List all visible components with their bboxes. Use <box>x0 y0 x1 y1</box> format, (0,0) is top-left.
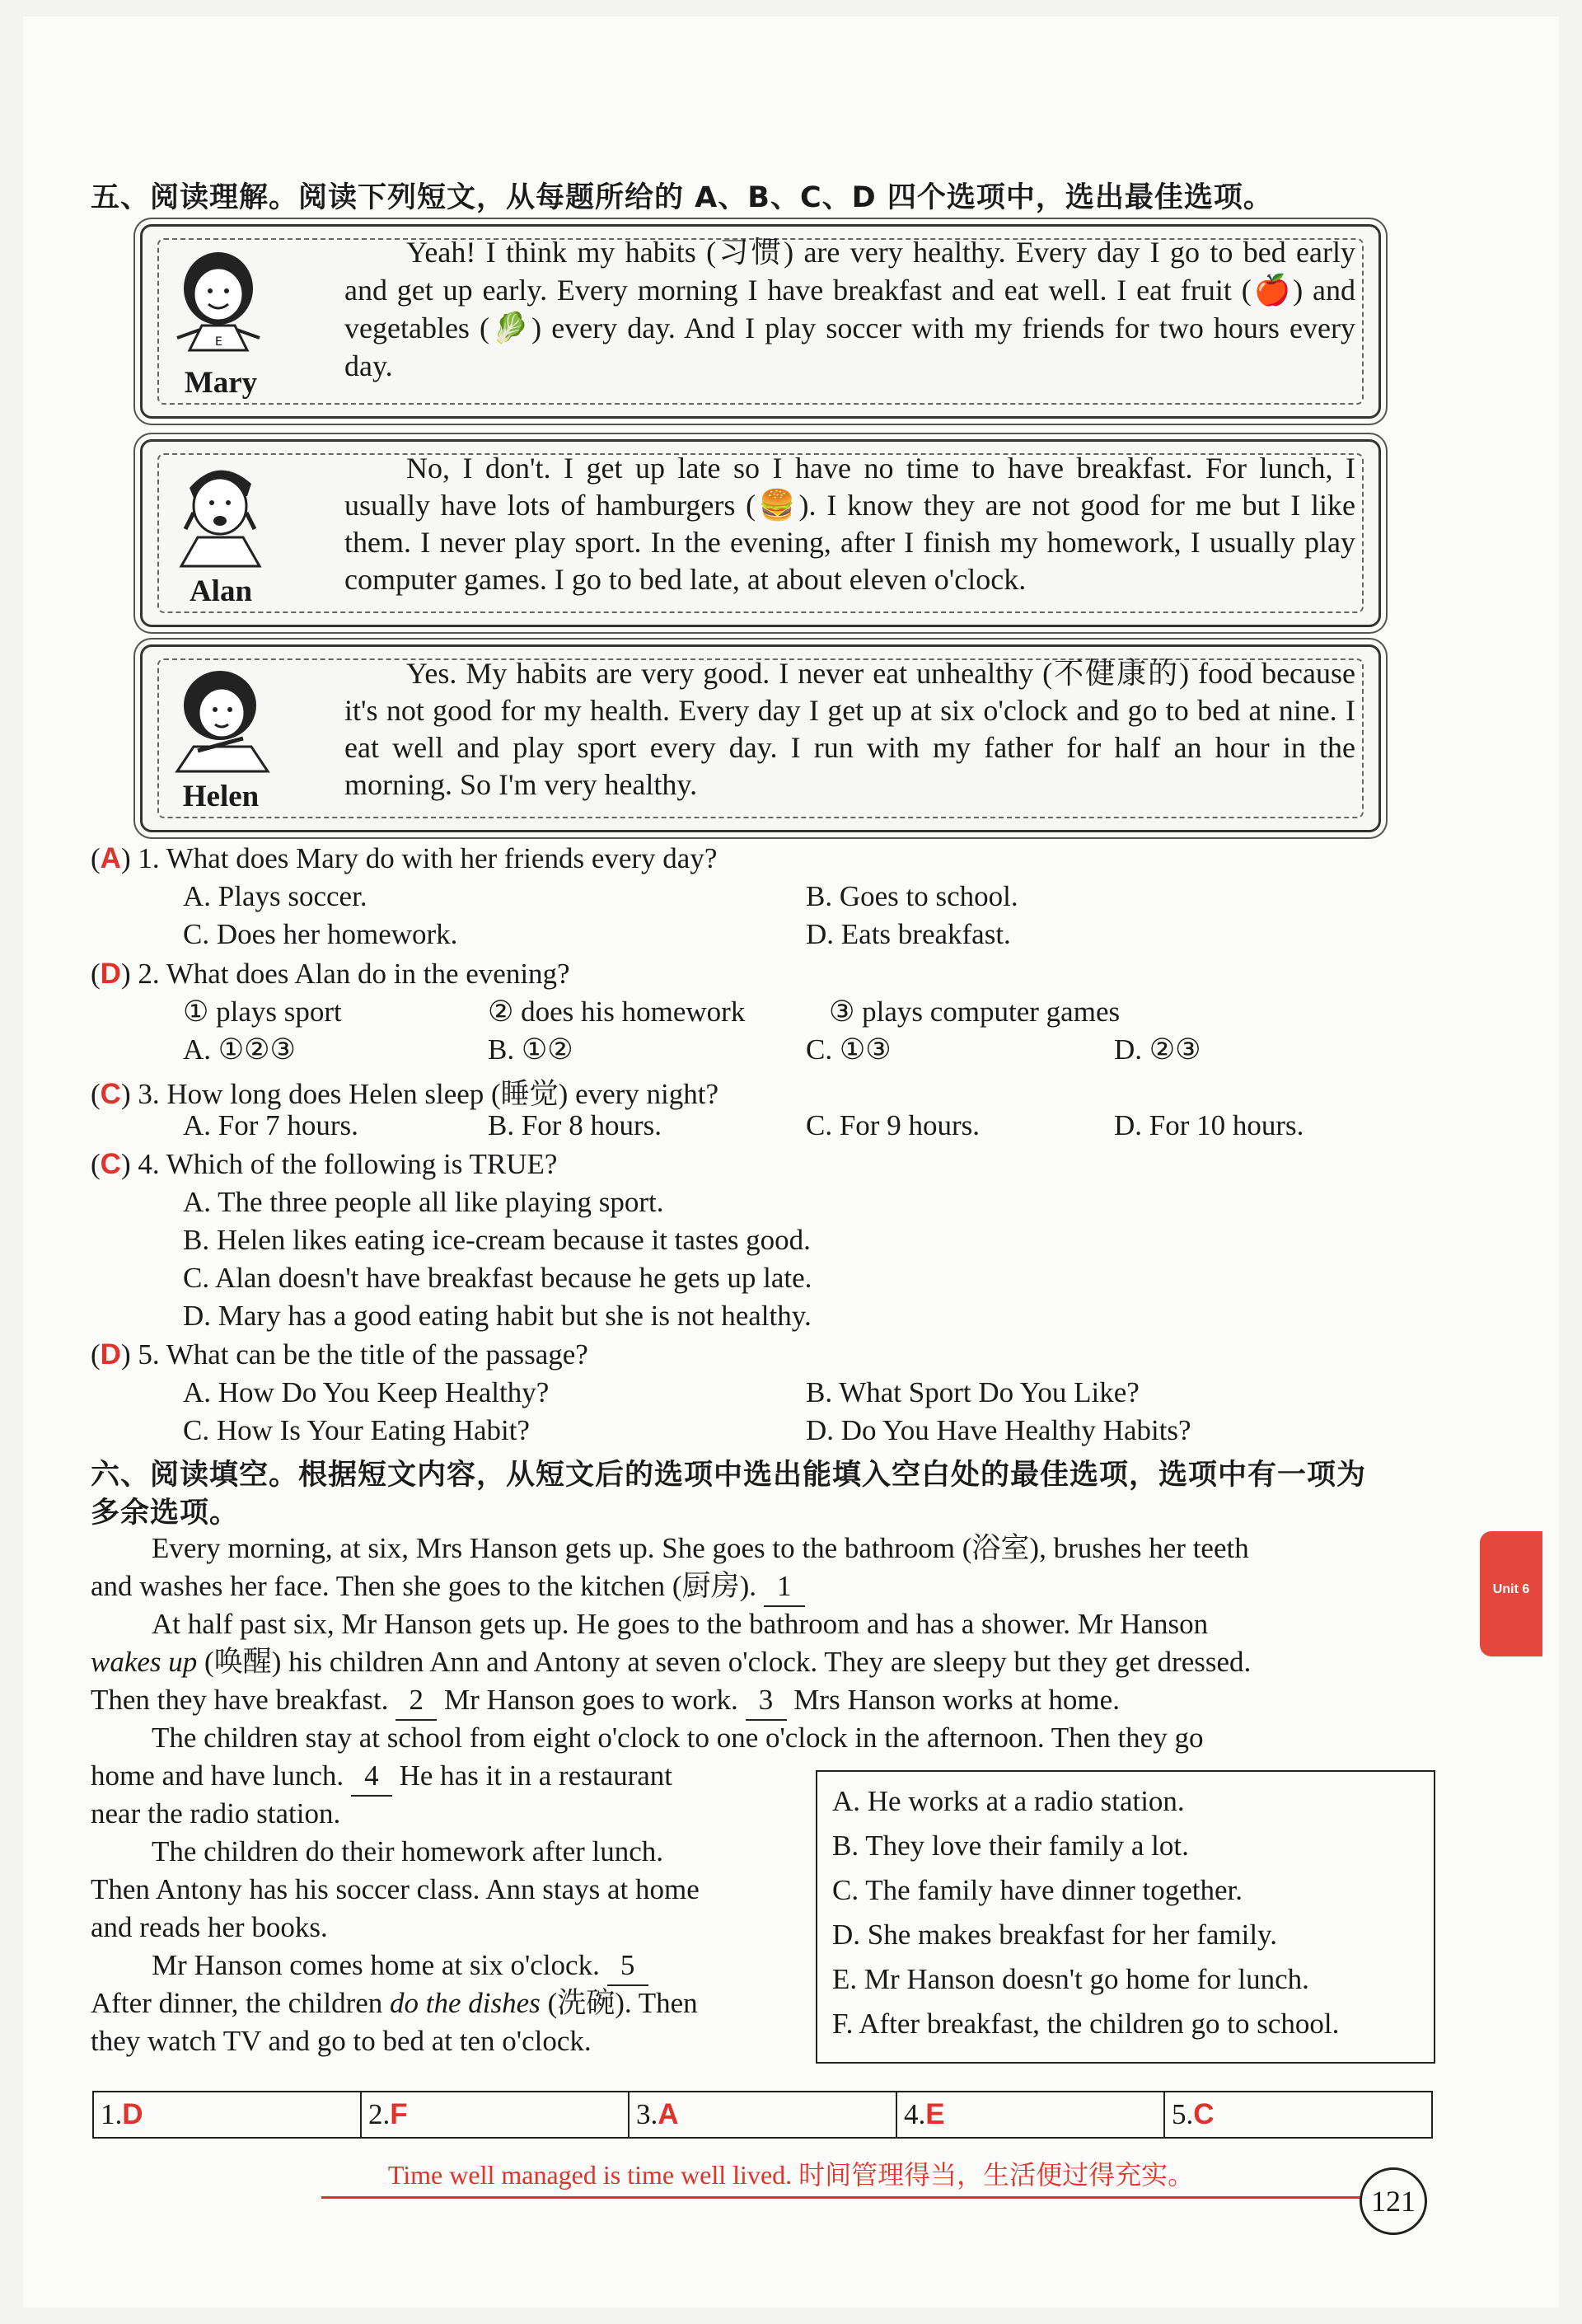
q3-option-c: C. For 9 hours. <box>806 1109 980 1141</box>
unit-tab <box>1480 1531 1542 1656</box>
blank-1: 1 <box>764 1567 805 1607</box>
question-3-text: 3. How long does Helen sleep (睡觉) every night? <box>138 1078 719 1110</box>
option-f: F. After breakfast, the children go to school. <box>832 2008 1340 2040</box>
passage-text-mary: Yeah! I think my habits (习惯) are very healthy. Every day I go to bed early and get up early. Every morning I have breakfast and eat well. I eat fruit (🍎) and vegetables (🥬) every day. And I play soccer with my friends for two hours every day. <box>344 236 1355 382</box>
para4-line2: Then Antony has his soccer class. Ann stays at home <box>91 1873 700 1905</box>
q5-option-c: C. How Is Your Eating Habit? <box>183 1414 530 1446</box>
q1-option-c: C. Does her homework. <box>183 918 458 950</box>
section5-heading: 五、阅读理解。阅读下列短文，从每题所给的 A、B、C、D 四个选项中，选出最佳选项。 <box>91 181 1273 214</box>
alan-illustration-icon <box>161 455 284 570</box>
para2-line3: Then they have breakfast. 2 Mr Hanson goes to work. 3 Mrs Hanson works at home. <box>91 1681 1120 1721</box>
para5-line1: Mr Hanson comes home at six o'clock. 5 <box>152 1947 648 1986</box>
q5-option-a: A. How Do You Keep Healthy? <box>183 1376 550 1408</box>
para3-line2: home and have lunch. 4 He has it in a restaurant <box>91 1757 672 1797</box>
q4-option-c: C. Alan doesn't have breakfast because he gets up late. <box>183 1262 812 1294</box>
q3-option-a: A. For 7 hours. <box>183 1109 358 1141</box>
svg-text:E: E <box>215 335 222 349</box>
question-3: (C) 3. How long does Helen sleep (睡觉) every night? <box>91 1078 719 1110</box>
passage-box-mary <box>140 224 1381 419</box>
para2-line2: wakes up (唤醒) his children Ann and Antony at seven o'clock. They are sleepy but they get dressed. <box>91 1646 1252 1678</box>
question-2-text: 2. What does Alan do in the evening? <box>138 958 570 990</box>
q2-option-c: C. ①③ <box>806 1033 892 1066</box>
question-4-answer: C <box>100 1148 121 1180</box>
option-b: B. They love their family a lot. <box>832 1830 1189 1862</box>
mary-illustration-icon <box>161 243 284 358</box>
footer-divider <box>321 2196 1392 2199</box>
answer-table <box>92 2091 1433 2139</box>
q2-sub-2: ② does his homework <box>488 996 746 1028</box>
blank-2: 2 <box>396 1681 437 1721</box>
passage-box-alan <box>140 439 1381 627</box>
option-a: A. He works at a radio station. <box>832 1785 1185 1817</box>
question-5: (D) 5. What can be the title of the passage? <box>91 1338 588 1371</box>
para2-line1: At half past six, Mr Hanson gets up. He goes to the bathroom and has a shower. Mr Hanson <box>152 1608 1209 1640</box>
question-4: (C) 4. Which of the following is TRUE? <box>91 1148 558 1180</box>
option-d: D. She makes breakfast for her family. <box>832 1919 1278 1951</box>
answer-cell-2: 2.F <box>361 2092 629 2138</box>
q1-option-d: D. Eats breakfast. <box>806 918 1011 950</box>
answer-cell-3: 3.A <box>629 2092 896 2138</box>
helen-illustration-icon <box>161 660 284 775</box>
q2-option-d: D. ②③ <box>1114 1033 1201 1066</box>
q4-option-b: B. Helen likes eating ice-cream because it tastes good. <box>183 1224 811 1256</box>
question-3-answer: C <box>100 1078 121 1110</box>
passage-box-helen <box>140 644 1381 832</box>
page-number: 121 <box>1360 2167 1427 2235</box>
footer-motto: Time well managed is time well lived. 时间管理得当，生活便过得充实。 <box>387 2160 1195 2190</box>
answer-cell-5: 5.C <box>1164 2092 1432 2138</box>
unit-tab-label: Unit 6 <box>1492 1582 1530 1596</box>
passage-text-alan: No, I don't. I get up late so I have no time to have breakfast. For lunch, I usually have lots of hamburgers (🍔). I know they are not good for me but I like them. I never play sport. In the evening, after I finish my homework, I usually play computer games. I go to bed late, at about eleven o'clock. <box>344 452 1355 596</box>
q4-option-d: D. Mary has a good eating habit but she is not healthy. <box>183 1300 812 1332</box>
q5-option-b: B. What Sport Do You Like? <box>806 1376 1140 1408</box>
passage-text-helen: Yes. My habits are very good. I never eat unhealthy (不健康的) food because it's not good for my health. Every day I get up at six o'clock and go to bed at nine. I eat well and play sport every day. I run with my father for half an hour in the morning. So I'm very healthy. <box>344 657 1355 801</box>
question-1-text: 1. What does Mary do with her friends every day? <box>138 842 718 874</box>
para4-line3: and reads her books. <box>91 1911 328 1943</box>
para5-line3: they watch TV and go to bed at ten o'clock. <box>91 2025 592 2057</box>
question-5-answer: D <box>100 1338 121 1371</box>
para3-line1: The children stay at school from eight o'clock to one o'clock in the afternoon. Then they go <box>152 1722 1204 1754</box>
q1-option-a: A. Plays soccer. <box>183 880 367 912</box>
blank-3: 3 <box>746 1681 787 1721</box>
q2-sub-1: ① plays sport <box>183 996 342 1028</box>
option-c: C. The family have dinner together. <box>832 1874 1243 1906</box>
q2-sub-3: ③ plays computer games <box>829 996 1121 1028</box>
section6-heading-line2: 多余选项。 <box>91 1497 240 1530</box>
para4-line1: The children do their homework after lunch. <box>152 1835 664 1867</box>
question-1-answer: A <box>100 842 121 874</box>
answer-cell-1: 1.D <box>93 2092 361 2138</box>
q3-option-d: D. For 10 hours. <box>1114 1109 1304 1141</box>
q2-option-a: A. ①②③ <box>183 1033 296 1066</box>
blank-5: 5 <box>607 1947 648 1986</box>
passage-name-alan: Alan <box>189 574 253 608</box>
para1-line2: and washes her face. Then she goes to the kitchen (厨房). 1 <box>91 1567 805 1607</box>
para1-line1: Every morning, at six, Mrs Hanson gets up. She goes to the bathroom (浴室), brushes her teeth <box>152 1532 1249 1564</box>
q2-option-b: B. ①② <box>488 1033 573 1066</box>
question-4-text: 4. Which of the following is TRUE? <box>138 1148 558 1180</box>
answer-cell-4: 4.E <box>896 2092 1164 2138</box>
para3-line3: near the radio station. <box>91 1797 341 1830</box>
para5-line2: After dinner, the children do the dishes (洗碗). Then <box>91 1987 698 2019</box>
question-2: (D) 2. What does Alan do in the evening? <box>91 958 570 990</box>
section6-heading-line1: 六、阅读填空。根据短文内容，从短文后的选项中选出能填入空白处的最佳选项，选项中有一项为 <box>91 1459 1367 1492</box>
q1-option-b: B. Goes to school. <box>806 880 1018 912</box>
options-box <box>816 1770 1435 2064</box>
q3-option-b: B. For 8 hours. <box>488 1109 662 1141</box>
passage-name-mary: Mary <box>184 366 258 400</box>
question-2-answer: D <box>100 958 121 990</box>
passage-name-helen: Helen <box>182 780 260 813</box>
option-e: E. Mr Hanson doesn't go home for lunch. <box>832 1963 1309 1995</box>
question-5-text: 5. What can be the title of the passage? <box>138 1338 588 1371</box>
q5-option-d: D. Do You Have Healthy Habits? <box>806 1414 1191 1446</box>
blank-4: 4 <box>351 1757 392 1797</box>
q4-option-a: A. The three people all like playing sport. <box>183 1186 664 1218</box>
question-1: (A) 1. What does Mary do with her friends every day? <box>91 842 718 874</box>
